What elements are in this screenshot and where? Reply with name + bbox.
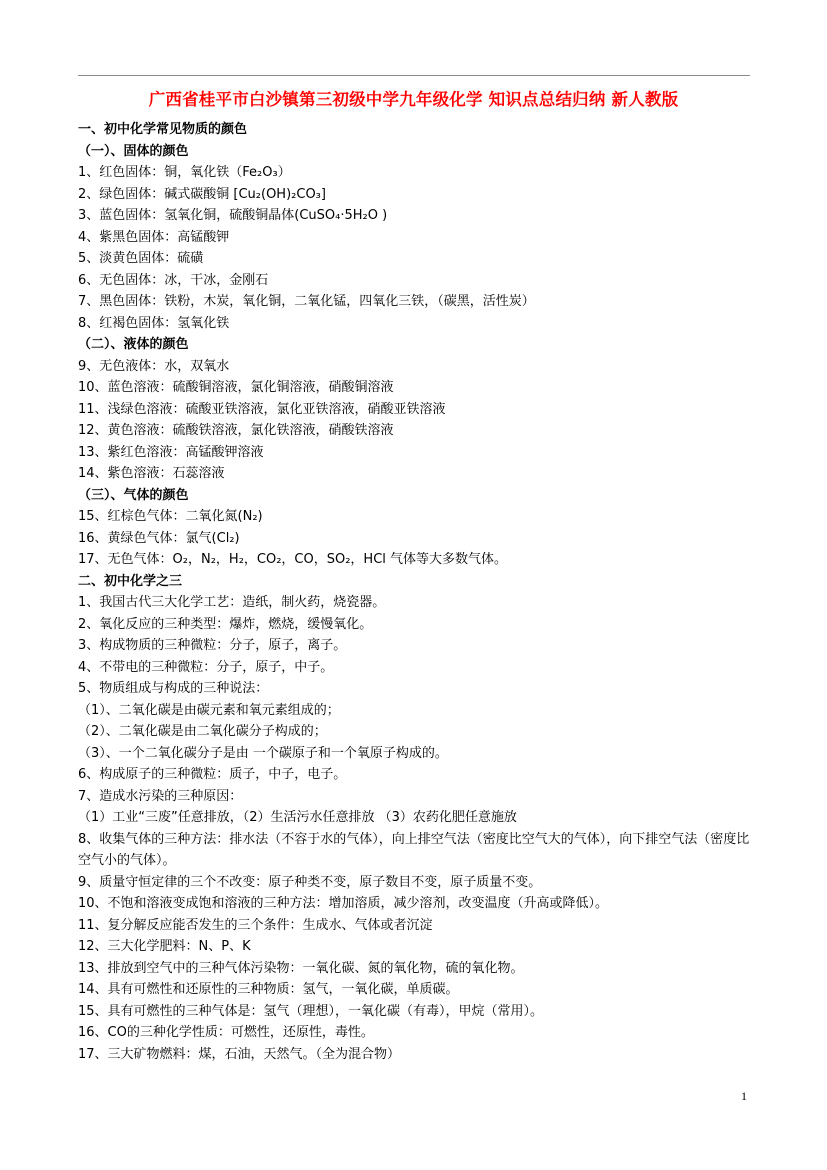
text-line: （1）、二氧化碳是由碳元素和氧元素组成的；	[78, 702, 340, 718]
text-line: 1、我国古代三大化学工艺：造纸，制火药，烧瓷器。	[78, 595, 386, 610]
text-line: 11、复分解反应能否发生的三个条件：生成水、气体或者沉淀	[78, 917, 433, 933]
text-line: 13、排放到空气中的三种气体污染物：一氧化碳、氮的氧化物，硫的氧化物。	[78, 960, 524, 976]
text-line: 6、无色固体：冰，干冰，金刚石	[78, 272, 269, 288]
text-line: 4、不带电的三种微粒：分子，原子，中子。	[78, 659, 334, 675]
text-line: （1）工业“三废”任意排放，（2）生活污水任意排放 （3）农药化肥任意施放	[78, 810, 517, 825]
document-title: 广西省桂平市白沙镇第三初级中学九年级化学 知识点总结归纳 新人教版	[148, 90, 679, 109]
text-line: 10、蓝色溶液：硫酸铜溶液，氯化铜溶液，硝酸铜溶液	[78, 380, 394, 395]
text-line: 9、无色液体：水，双氧水	[78, 358, 230, 374]
text-line: 1、红色固体：铜，氧化铁（Fe₂O₃）	[78, 165, 291, 180]
section-heading: 二、初中化学之三	[78, 573, 183, 589]
text-line: 6、构成原子的三种微粒：质子，中子，电子。	[78, 767, 347, 782]
text-line: 3、构成物质的三种微粒：分子，原子，离子。	[78, 638, 347, 653]
text-line: 12、黄色溶液：硫酸铁溶液，氯化铁溶液，硝酸铁溶液	[78, 423, 394, 438]
document-body	[78, 119, 758, 1065]
text-line: 8、收集气体的三种方法：排水法（不容于水的气体），向上排空气法（密度比空气大的气体），向下排空气法（密度比空气小的气体）。	[78, 831, 750, 868]
page-number: 1	[741, 1089, 747, 1103]
text-line: 12、三大化学肥料：N、P、K	[78, 939, 251, 954]
text-line: 10、不饱和溶液变成饱和溶液的三种方法：增加溶质，减少溶剂，改变温度（升高或降低）。	[78, 896, 609, 911]
text-line: 3、蓝色固体：氢氧化铜，硫酸铜晶体(CuSO₄·5H₂O )	[78, 208, 388, 223]
text-line: 17、三大矿物燃料：煤，石油，天然气。（全为混合物）	[78, 1046, 401, 1062]
text-line: 17、无色气体：O₂，N₂，H₂，CO₂，CO，SO₂，HCl 气体等大多数气体。	[78, 552, 508, 567]
text-line: 4、紫黑色固体：高锰酸钾	[78, 229, 230, 245]
section-heading: （二）、液体的颜色	[78, 337, 189, 352]
text-line: 16、CO的三种化学性质：可燃性，还原性，毒性。	[78, 1025, 374, 1040]
header-rule	[78, 75, 750, 76]
section-heading: （一）、固体的颜色	[78, 143, 189, 159]
text-line: 16、黄绿色气体：氯气(Cl₂)	[78, 530, 240, 546]
text-line: 15、具有可燃性的三种气体是：氢气（理想），一氧化碳（有毒），甲烷（常用）。	[78, 1003, 544, 1019]
text-line: 11、浅绿色溶液：硫酸亚铁溶液，氯化亚铁溶液，硝酸亚铁溶液	[78, 401, 446, 417]
text-line: （3）、一个二氧化碳分子是由 一个碳原子和一个氧原子构成的。	[78, 745, 448, 761]
text-line: 9、质量守恒定律的三个不改变：原子种类不变，原子数目不变，原子质量不变。	[78, 874, 542, 890]
text-line: 8、红褐色固体：氢氧化铁	[78, 315, 230, 331]
text-line: 15、红棕色气体：二氧化氮(N₂)	[78, 509, 263, 524]
text-line: 13、紫红色溶液：高锰酸钾溶液	[78, 444, 264, 460]
text-line: 2、绿色固体：碱式碳酸铜 [Cu₂(OH)₂CO₃]	[78, 186, 326, 202]
text-line: 2、氧化反应的三种类型：爆炸，燃烧，缓慢氧化。	[78, 616, 373, 632]
section-heading: （三）、气体的颜色	[78, 487, 189, 503]
text-line: 14、紫色溶液：石蕊溶液	[78, 466, 225, 481]
text-line: 5、物质组成与构成的三种说法：	[78, 681, 269, 696]
text-line: 7、造成水污染的三种原因：	[78, 788, 243, 804]
section-heading: 一、初中化学常见物质的颜色	[78, 122, 248, 137]
text-line: 14、具有可燃性和还原性的三种物质：氢气，一氧化碳，单质碳。	[78, 982, 459, 997]
text-line: （2）、二氧化碳是由二氧化碳分子构成的；	[78, 724, 327, 739]
text-line: 5、淡黄色固体：硫磺	[78, 251, 204, 266]
text-line: 7、黑色固体：铁粉，木炭，氧化铜，二氧化锰，四氧化三铁，（碳黑，活性炭）	[78, 294, 535, 309]
